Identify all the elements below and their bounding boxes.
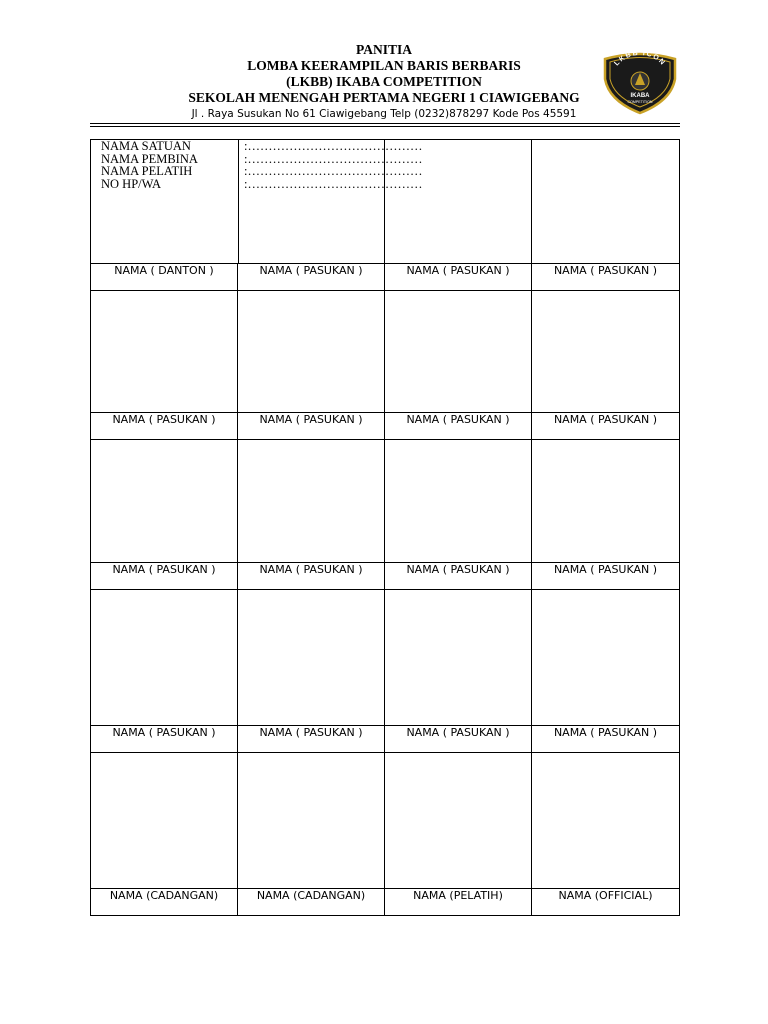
header-line-school: SEKOLAH MENENGAH PERTAMA NEGERI 1 CIAWIGEBANG — [188, 90, 580, 105]
photo-box[interactable] — [91, 440, 238, 563]
team-info-cell — [91, 139, 423, 264]
registration-grid — [90, 139, 680, 916]
field-dots-pelatih[interactable]: :…………………………………… — [244, 164, 423, 178]
photo-box[interactable] — [385, 590, 532, 726]
photo-box[interactable] — [532, 590, 680, 726]
name-label-cell: NAMA ( PASUKAN ) — [238, 264, 385, 291]
photo-row — [91, 440, 680, 563]
header-line-panitia: PANITIA — [355, 42, 412, 57]
name-label-cell: NAMA ( PASUKAN ) — [385, 726, 532, 753]
name-label-cell: NAMA (CADANGAN) — [238, 889, 385, 916]
photo-box[interactable] — [385, 753, 532, 889]
name-label-cell: NAMA ( PASUKAN ) — [532, 726, 680, 753]
photo-row — [91, 590, 680, 726]
photo-box[interactable] — [238, 753, 385, 889]
name-label-cell: NAMA (CADANGAN) — [91, 889, 238, 916]
photo-box[interactable] — [238, 440, 385, 563]
photo-box[interactable] — [532, 753, 680, 889]
photo-box[interactable] — [532, 440, 680, 563]
photo-box[interactable] — [91, 291, 238, 413]
field-nama-satuan: NAMA SATUAN — [101, 139, 191, 153]
label-row — [91, 726, 680, 753]
photo-box[interactable] — [238, 590, 385, 726]
photo-box[interactable] — [532, 140, 680, 264]
name-label-cell: NAMA ( PASUKAN ) — [385, 264, 532, 291]
logo-top-text: LKBB ICON — [613, 49, 667, 68]
name-label-cell: NAMA ( PASUKAN ) — [385, 563, 532, 590]
name-label-cell: NAMA ( PASUKAN ) — [238, 563, 385, 590]
name-label-cell: NAMA ( PASUKAN ) — [532, 413, 680, 440]
name-label-cell: NAMA (OFFICIAL) — [532, 889, 680, 916]
label-row — [91, 563, 680, 590]
name-label-cell: NAMA ( PASUKAN ) — [91, 563, 238, 590]
logo-sub-text: COMPETITION — [627, 100, 653, 104]
name-label-cell: NAMA ( PASUKAN ) — [238, 726, 385, 753]
field-nama-pelatih: NAMA PELATIH — [101, 164, 193, 178]
photo-row — [91, 291, 680, 413]
name-label-cell: NAMA ( PASUKAN ) — [532, 563, 680, 590]
name-label-cell: NAMA ( DANTON ) — [91, 264, 238, 291]
label-row — [91, 889, 680, 916]
header-divider-second — [90, 126, 680, 127]
field-dots-satuan[interactable]: :…………………………………… — [244, 139, 423, 153]
photo-box[interactable] — [91, 753, 238, 889]
name-label-cell: NAMA ( PASUKAN ) — [532, 264, 680, 291]
photo-box[interactable] — [385, 291, 532, 413]
logo-bottom-text: IKABA — [630, 93, 650, 99]
photo-box[interactable] — [91, 590, 238, 726]
field-nama-pembina: NAMA PEMBINA — [101, 151, 198, 166]
photo-row — [91, 140, 680, 264]
photo-box[interactable] — [385, 440, 532, 563]
name-label-cell: NAMA ( PASUKAN ) — [91, 726, 238, 753]
header-address: Jl . Raya Susukan No 61 Ciawigebang Telp (0232)878297 Kode Pos 45591 — [191, 108, 577, 120]
lkbb-icon-logo — [601, 49, 679, 115]
name-label-cell: NAMA (PELATIH) — [385, 889, 532, 916]
name-label-cell: NAMA ( PASUKAN ) — [385, 413, 532, 440]
label-row — [91, 264, 680, 291]
header-divider — [90, 123, 680, 124]
field-no-hp: NO HP/WA — [101, 176, 162, 191]
field-dots-pembina[interactable]: :…………………………………… — [244, 151, 423, 166]
photo-row — [91, 753, 680, 889]
header-line-lkbb: (LKBB) IKABA COMPETITION — [286, 74, 482, 89]
name-label-cell: NAMA ( PASUKAN ) — [238, 413, 385, 440]
name-label-cell: NAMA ( PASUKAN ) — [91, 413, 238, 440]
photo-box[interactable] — [238, 291, 385, 413]
label-row — [91, 413, 680, 440]
header-line-lomba: LOMBA KEERAMPILAN BARIS BERBARIS — [247, 58, 521, 73]
field-dots-hp[interactable]: :…………………………………… — [244, 176, 423, 191]
photo-box[interactable] — [532, 291, 680, 413]
